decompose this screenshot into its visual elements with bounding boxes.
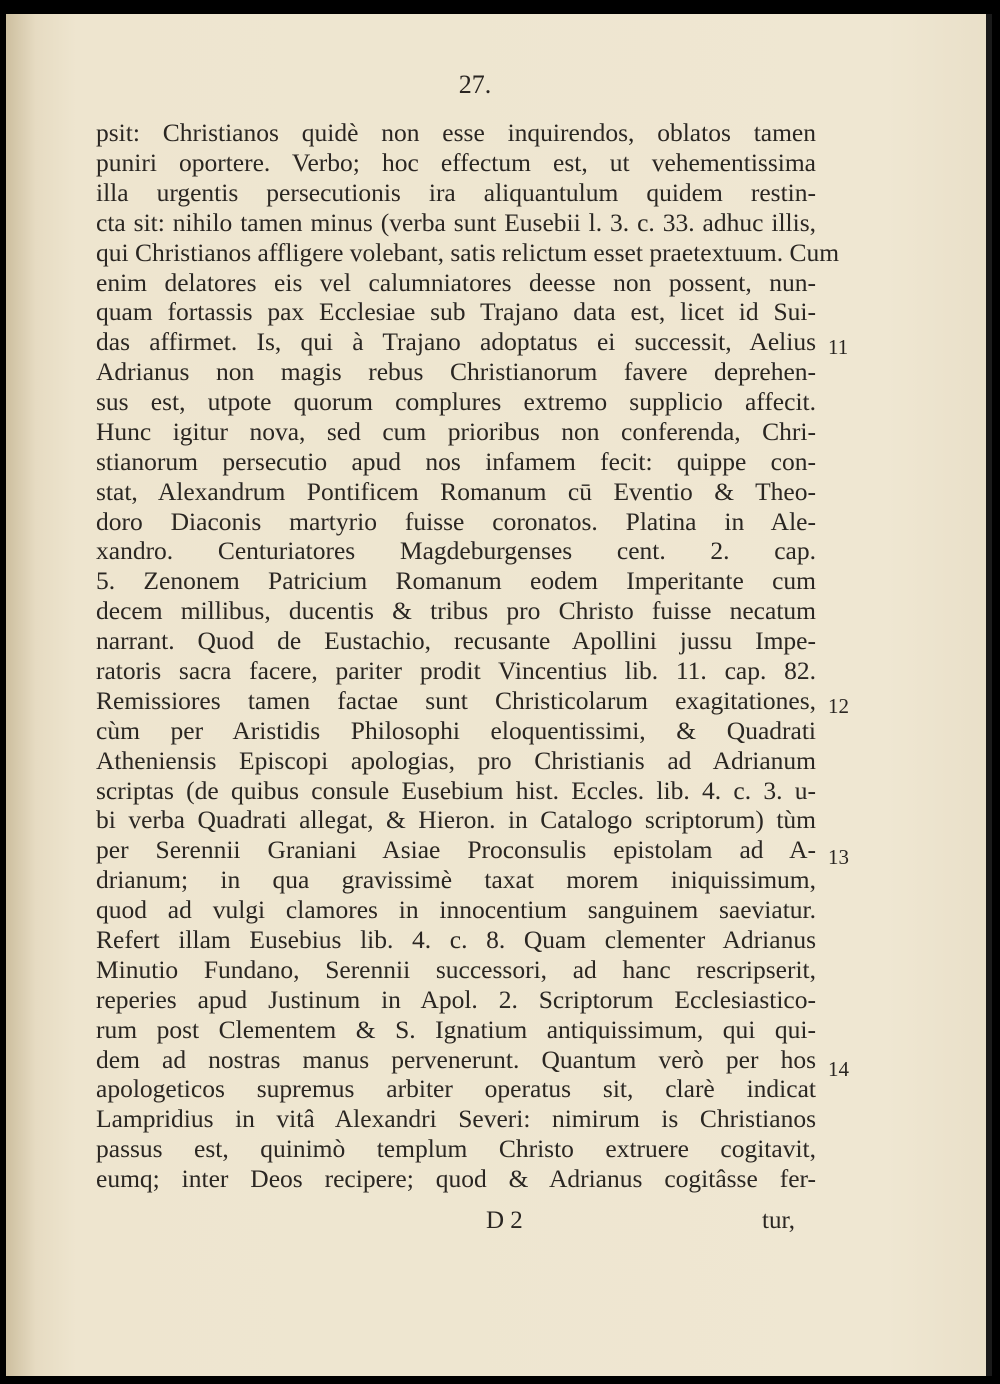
text-line: Lampridius in vitâ Alexandri Severi: nimirum is Christianos	[96, 1104, 816, 1133]
page-number: 27.	[458, 70, 492, 99]
margin-section-number: 12	[828, 694, 849, 718]
text-line: illa urgentis persecutionis ira aliquantulum quidem restin-	[96, 178, 816, 207]
text-line: Adrianus non magis rebus Christianorum favere deprehen-	[96, 357, 816, 386]
text-line: cta sit: nihilo tamen minus (verba sunt Eusebii l. 3. c. 33. adhuc illis,	[96, 208, 816, 237]
text-line: cùm per Aristidis Philosophi eloquentissimi, & Quadrati	[96, 716, 816, 745]
text-line: das affirmet. Is, qui à Trajano adoptatus ei successit, Aelius	[96, 327, 816, 356]
text-line: apologeticos supremus arbiter operatus sit, clarè indicat	[96, 1074, 816, 1103]
text-line: bi verba Quadrati allegat, & Hieron. in Catalogo scriptorum) tùm	[96, 805, 816, 834]
text-line: eumq; inter Deos recipere; quod & Adrianus cogitâsse fer-	[96, 1164, 816, 1193]
text-line: reperies apud Justinum in Apol. 2. Scriptorum Ecclesiastico-	[96, 985, 816, 1014]
text-line: decem millibus, ducentis & tribus pro Christo fuisse necatum	[96, 596, 816, 625]
text-line: Atheniensis Episcopi apologias, pro Christianis ad Adrianum	[96, 746, 816, 775]
text-line: Refert illam Eusebius lib. 4. c. 8. Quam clementer Adrianus	[96, 925, 816, 954]
text-line: scriptas (de quibus consule Eusebium hist. Eccles. lib. 4. c. 3. u-	[96, 776, 816, 805]
text-line: Minutio Fundano, Serennii successori, ad hanc rescripserit,	[96, 955, 816, 984]
text-line: rum post Clementem & S. Ignatium antiquissimum, qui qui-	[96, 1015, 816, 1044]
text-line: quod ad vulgi clamores in innocentium sanguinem saeviatur.	[96, 895, 816, 924]
text-line: ratoris sacra facere, pariter prodit Vincentius lib. 11. cap. 82.	[96, 656, 816, 685]
text-line: psit: Christianos quidè non esse inquirendos, oblatos tamen	[96, 118, 816, 147]
text-line: stianorum persecutio apud nos infamem fecit: quippe con-	[96, 447, 816, 476]
text-line: sus est, utpote quorum complures extremo supplicio affecit.	[96, 387, 816, 416]
text-line: dem ad nostras manus pervenerunt. Quantum verò per hos	[96, 1045, 816, 1074]
text-line: narrant. Quod de Eustachio, recusante Apollini jussu Impe-	[96, 626, 816, 655]
text-line: doro Diaconis martyrio fuisse coronatos. Platina in Ale-	[96, 507, 816, 536]
text-line: drianum; in qua gravissimè taxat morem iniquissimum,	[96, 865, 816, 894]
signature-mark: D 2	[486, 1207, 523, 1234]
text-line: xandro. Centuriatores Magdeburgenses cent. 2. cap.	[96, 536, 816, 565]
text-line: 5. Zenonem Patricium Romanum eodem Imperitante cum	[96, 566, 816, 595]
text-line: Hunc igitur nova, sed cum prioribus non conferenda, Chri-	[96, 417, 816, 446]
text-line: qui Christianos affligere volebant, satis relictum esset praetextuum. Cum	[96, 238, 840, 267]
text-line: enim delatores eis vel calumniatores deesse non possent, nun-	[96, 268, 816, 297]
text-line: puniri oportere. Verbo; hoc effectum est, ut vehementissima	[96, 148, 816, 177]
text-line: quam fortassis pax Ecclesiae sub Trajano data est, licet id Sui-	[96, 297, 816, 326]
margin-section-number: 13	[828, 845, 849, 869]
catchword: tur,	[762, 1207, 796, 1234]
text-line: Remissiores tamen factae sunt Christicolarum exagitationes,	[96, 686, 816, 715]
margin-section-number: 14	[828, 1057, 849, 1081]
text-line: per Serennii Graniani Asiae Proconsulis epistolam ad A-	[96, 835, 816, 864]
text-line: stat, Alexandrum Pontificem Romanum cū Eventio & Theo-	[96, 477, 816, 506]
margin-section-number: 11	[828, 335, 849, 359]
text-line: passus est, quinimò templum Christo extruere cogitavit,	[96, 1134, 816, 1163]
